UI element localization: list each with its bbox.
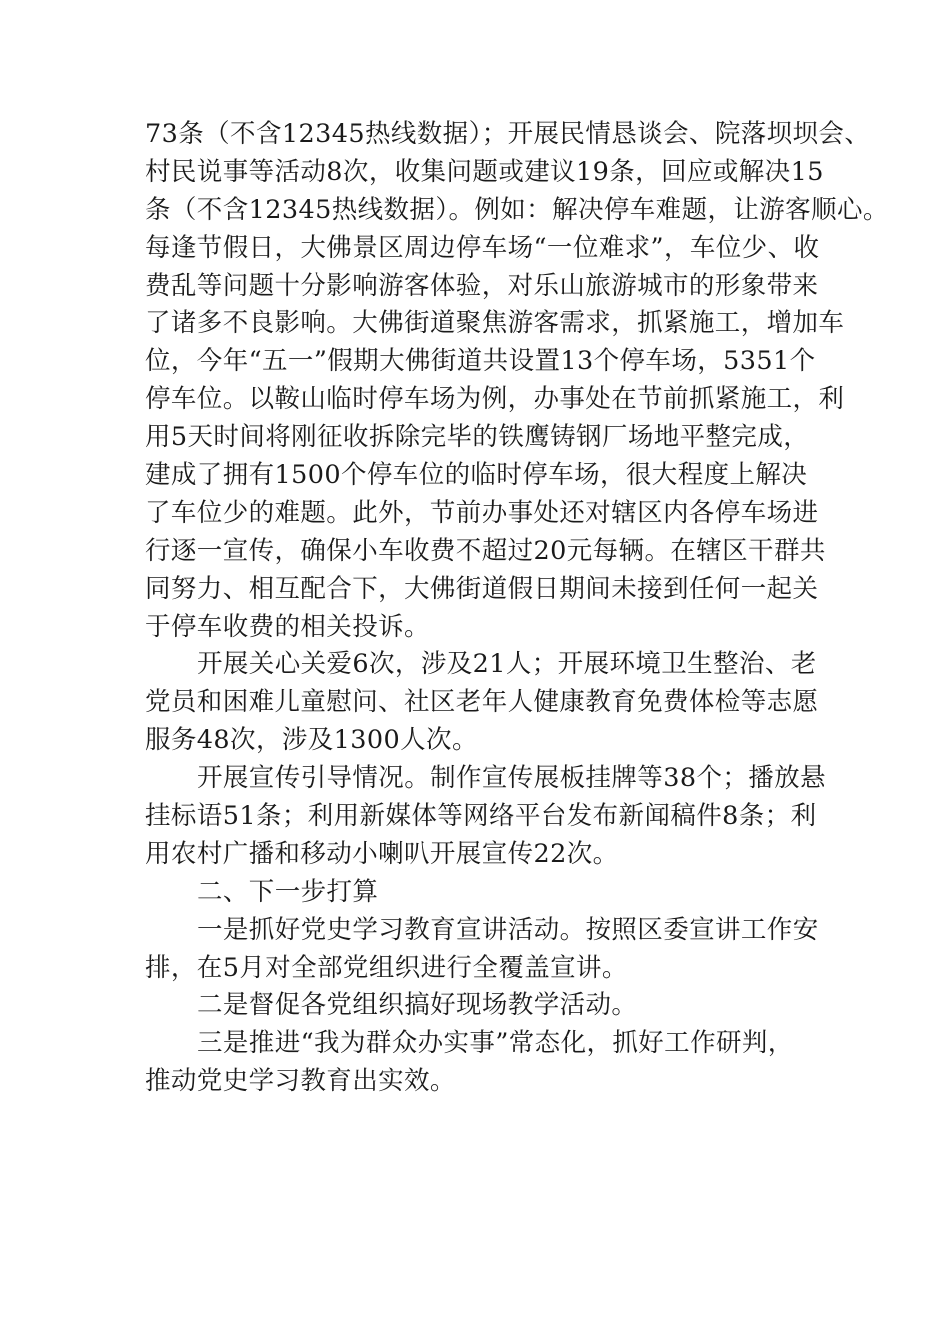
text-line: 服务48次，涉及1300人次。 [145,725,478,756]
document-body [145,116,889,1101]
text-line: 于停车收费的相关投诉。 [145,611,430,642]
text-line: 建成了拥有1500个停车位的临时停车场，很大程度上解决 [145,460,808,491]
text-line: 73条（不含12345热线数据）；开展民情恳谈会、院落坝坝会、 [145,119,871,149]
text-line: 用5天时间将刚征收拆除完毕的铁鹰铸钢厂场地平整完成， [145,422,810,453]
text-line: 费乱等问题十分影响游客体验，对乐山旅游城市的形象带来 [145,270,819,301]
text-line: 了诸多不良影响。大佛街道聚焦游客需求，抓紧施工，增加车 [145,308,845,339]
text-line: 村民说事等活动8次，收集问题或建议19条，回应或解决15 [145,156,824,187]
paragraph-start-line: 开展宣传引导情况。制作宣传展板挂牌等38个；播放悬 [197,763,826,794]
paragraph-start-line: 开展关心关爱6次，涉及21人；开展环境卫生整治、老 [197,649,817,680]
text-line: 位，今年“五一”假期大佛街道共设置13个停车场，5351个 [145,346,816,377]
paragraph-start-line: 三是推进“我为群众办实事”常态化，抓好工作研判， [197,1028,794,1059]
text-line: 同努力、相互配合下，大佛街道假日期间未接到任何一起关 [145,573,819,604]
paragraph-start-line: 二是督促各党组织搞好现场教学活动。 [197,990,638,1021]
section-heading: 二、下一步打算 [197,876,379,907]
text-line: 条（不含12345热线数据）。例如：解决停车难题，让游客顺心。 [145,194,889,225]
text-line: 每逢节假日，大佛景区周边停车场“一位难求”，车位少、收 [145,232,820,263]
text-line: 用农村广播和移动小喇叭开展宣传22次。 [145,838,619,869]
text-line: 推动党史学习教育出实效。 [145,1066,456,1097]
text-line: 排，在5月对全部党组织进行全覆盖宣讲。 [145,952,628,983]
text-line: 了车位少的难题。此外，节前办事处还对辖区内各停车场进 [145,497,819,528]
paragraph-start-line: 一是抓好党史学习教育宣讲活动。按照区委宣讲工作安 [197,914,819,945]
text-line: 党员和困难儿童慰问、社区老年人健康教育免费体检等志愿 [145,687,819,718]
text-line: 停车位。以鞍山临时停车场为例，办事处在节前抓紧施工，利 [145,384,845,415]
text-line: 挂标语51条；利用新媒体等网络平台发布新闻稿件8条；利 [145,801,817,832]
text-line: 行逐一宣传，确保小车收费不超过20元每辆。在辖区干群共 [145,535,826,566]
